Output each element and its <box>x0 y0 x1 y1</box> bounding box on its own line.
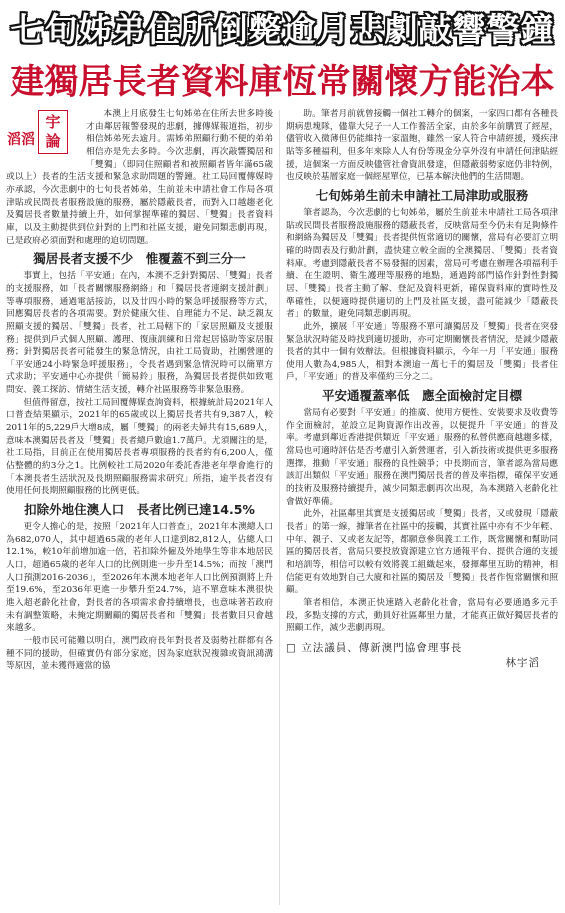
column-logo-mark: 宇論 <box>38 110 68 154</box>
body-paragraph: 更令人擔心的是，按照「2021年人口普查」，2021年本澳總人口為682,070人，其中超過65歲的老年人口達到82,812人，佔總人口12.1%，較10年前增加逾一倍，若扣除外僱及外地學生等非本地居民人口，超過65歲的老年人口的比例則進一步升至14.5%；而按「澳門人口預測2016-2036」，至2026年本澳本地老年人口比例預測將上升至19.6%，至2036年更進一步攀升至24.7%，這不單意味本澳很快進入超老齡化社會，對長者的各項需求會持續增長，也意味著若政府未有調整策略，未掩定期關顧的獨居長者和「雙獨」長者數目只會越來越多。 <box>6 522 273 634</box>
body-paragraph: 筆者認為，今次悲劇的七旬姊弟，屬於生前並未申請社工局各項津貼或民間長者服務設施服務的隱蔽長者，反映當局至今仍未有足夠條件和網絡為獨居及「雙獨」長者提供恆常適切的關懷，當局有必要訂立明確的時間表及行動計劃，盡快建立較全面的全澳獨居、「雙獨」長者資料庫。考慮到隱蔽長者不易發掘的因素，當局可考慮在辦理各項福利手續、在生證明、衛生護理等服務的地點，通過跨部門協作針對性對獨居、「雙獨」長者主動了解、登記及資料更新，確保資料庫的實時性及準確性，以便適時提供適切的上門及社區支援，盡可能減少「隱蔽長者」的數量，避免同類悲劇再現。 <box>286 207 558 320</box>
section-heading: 平安通覆蓋率低 應全面檢討定目標 <box>321 388 522 404</box>
body-paragraph: 事實上，包括「平安通」在內，本澳不乏針對獨居、「雙獨」長者的支援服務，如「長者關懷服務網絡」和「獨居長者連網支援計劃」等專項服務，通過電話接訪，以及廿四小時的緊急呼援服務等方式，回應獨居長者的各項需要。對於健康欠佳、自理能力不足、缺乏親友照顧支援的獨居、「雙獨」長者，社工局轄下的「家居照顧及支援服務」提供到戶式個人照顧、護理、復康訓練和日常起居協助等家居服務；針對獨居長者可能發生的緊急情況，由社工局資助，社團營運的「平安通24小時緊急呼援服務」，令長者遇到緊急情況時可以簡單方式求助；平安通中心亦提供「簡易鈴」服務，為獨居長者提供如致電問安、義工探訪、情緒生活支援，轉介社區服務等非緊急服務。 <box>6 271 273 396</box>
author-title: □ 立法議員、傳新澳門協會理事長 <box>286 641 463 654</box>
headline: 七旬姊弟住所倒斃逾月悲劇敲響警鐘 <box>10 10 555 49</box>
subheadline: 建獨居長者資料庫恆常關懷方能治本 <box>10 62 555 102</box>
section-heading: 獨居長者支援不少 惟覆蓋不到三分一 <box>33 251 246 267</box>
column-logo-stamp: 滔滔 <box>7 132 35 148</box>
left-column <box>6 108 273 908</box>
body-paragraph: 一般市民可能難以明白，澳門政府長年對長者及弱勢社群都有各種不同的援助，但確實仍有部分家庭，因為家庭狀況複雜或資訊鴻溝等原因，並未獲得適當的協 <box>6 635 273 672</box>
right-column <box>286 108 558 908</box>
section-heading: 扣除外地住澳人口 長者比例已達14.5% <box>24 502 255 518</box>
column-divider <box>279 110 280 905</box>
body-paragraph: 但值得留意，按社工局回覆傳媒查詢資料，根據統計局2021年人口普查結果顯示，2021年的65歲或以上獨居長者共有9,387人，較2011年的5,229戶大增8成，屬「雙獨」的兩老夫婦共有15,689人，意味本澳獨居長者及「雙獨」長者總戶數逾1.7萬戶。尤須關注的是，社工局指，目前正在使用獨居長者專項服務的長者約有6,200人，僅佔整體的約3分之1。比例較社工局2020年委託香港老年學會進行的「本澳長者生活狀況及長期照顧服務需求研究」所指，逾半長者沒有使用任何長期照顧服務的比例更低。 <box>6 397 273 497</box>
body-paragraph: 本澳上月底發生七旬姊弟在住所去世多時後才由鄰居報警發現的悲劇，據傳媒報道指，初步相信姊弟死去逾月。需姊弟照顧行動不便的弟弟相信亦是先去多時。今次悲劇，再次敲響獨居和「雙獨」（即同住照顧者和被照顧者皆年滿65歲或以上）長者的生活支援和緊急求助問題的警鐘。社工局回覆傳媒時亦承認，今次悲劇中的七旬長者姊弟，生前並未申請社會工作局各項津貼或民間長者服務設施的服務，屬於隱蔽長者，而對入口越趨老化及獨居長者數量持續上升，如何掌握準確的獨居、「雙獨」長者資料庫，以及主動提供到位針對的上門和社區支援，避免同類悲劇再現，已是政府必須面對和處理的迫切問題。 <box>6 109 273 246</box>
body-paragraph: 此外，社區鄰里其實是支援獨居或「雙獨」長者，又或發現「隱蔽長者」的第一線，據筆者在社區中的接觸，其實社區中亦有不少年輕、中年、親子、又或老友記等，都願意參與義工工作，既常關懷和幫助同區的獨居長者，當局只要投放資源建立官方通報平台、提供合適的支援和培訓等，相信可以較有效將義工組織起來，發揮鄰里互助的精神，相信能更有效地對自己大廈和社區的獨居及「雙獨」長者作恆常關懷和照顧。 <box>286 509 558 596</box>
body-paragraph: 助。筆者月前就曾接觸一個社工轉介的個案，一家四口都有各種長期病患塊隊，儘靠大兒子一人工作養活全家，由於多年前購買了經屋，儘管收入微薄但仍能維持一家溫飽，雖然一家人符合申請經援，殘疾津貼等多種福利，但多年來除人人有份等現金分享外沒有申請任何津貼經援，這個案一方面反映儘管社會資訊發達，但隱蔽弱勢家庭仍非特例，也反映於基層家庭一個經屋單位，已基本解決他們的生活問題。 <box>286 109 558 183</box>
body-paragraph: 當局有必要對「平安通」的推廣、使用方便性、安裝要求及收費等作全面檢討，並設立足夠資源作出改善，以便提升「平安通」的普及率。考慮到鄰近香港提供類近「平安通」服務的私營供應商越趨多樣，當局也可適時評估是否考慮引入新營運者，引入新技術或提供更多服務選擇，推動「平安通」服務的良性競爭；中長期而言，筆者認為當局應該訂出類似「平安通」服務在澳門獨居長者的普及率指標，確保平安通的技術及服務持續提升，減少同類悲劇再次出現，為本澳踏入老齡化社會做好準備。 <box>286 408 558 507</box>
author-name: 林宇滔 <box>505 656 540 669</box>
body-paragraph: 此外，擴展「平安通」等服務不單可讓獨居及「雙獨」長者在突發緊急狀況時能及時找到適切援助，亦可定期關懷長者情況，是減少隱蔽長者的其中一個有效辦法。但根據資料顯示，今年一月「平安通」服務使用人數為4,985人，相對本澳逾一萬七千的獨居及「雙獨」長者住戶，「平安通」的普及率僅約三分之二。 <box>286 321 558 383</box>
column-logo <box>6 110 80 158</box>
body-paragraph: 筆者相信，本澳正快速踏入老齡化社會，當局有必要通過多元手段，多點支撐的方式，動員好社區鄰里力量，才能真正做好獨居長者的照顧工作，減少悲劇再現。 <box>286 597 558 634</box>
section-heading: 七旬姊弟生前未申請社工局津助或服務 <box>315 187 529 203</box>
